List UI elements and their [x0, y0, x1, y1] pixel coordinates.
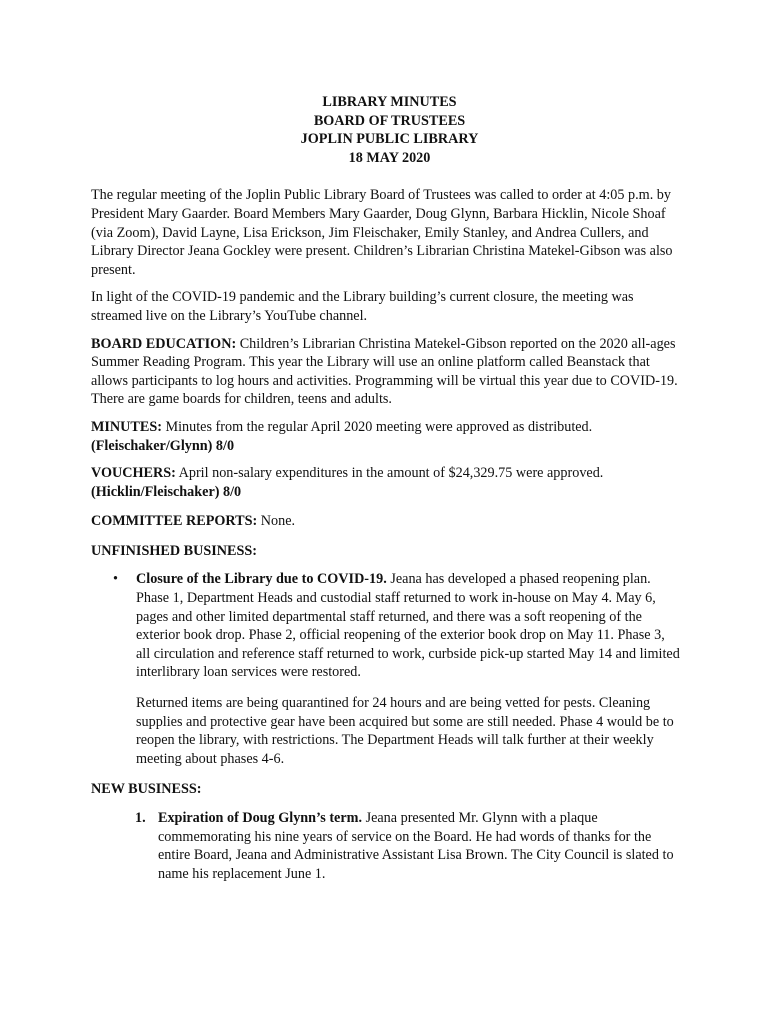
list-item [91, 809, 682, 883]
closure-paragraph [136, 570, 682, 682]
board-education-section [91, 335, 682, 409]
title-line-board: BOARD OF TRUSTEES [313, 112, 466, 129]
list-item [91, 570, 682, 768]
unfinished-business-list [91, 570, 682, 768]
quarantine-paragraph: Returned items are being quarantined for 24 hours and are being vetted for pests. Cleaning supplies and protective gear have been acquired but some are still needed. Phase 4 would be to reopen the library, with restrictions. The Department Heads will talk further at their weekly meeting about phases 4-6. [136, 695, 674, 767]
minutes-vote: (Fleischaker/Glynn) 8/0 [91, 437, 235, 454]
covid-streaming-paragraph: In light of the COVID-19 pandemic and the Library building’s current closure, the meeting was streamed live on the Library’s YouTube channel. [91, 289, 634, 324]
vouchers-vote: (Hicklin/Fleischaker) 8/0 [91, 483, 242, 500]
unfinished-business-heading: UNFINISHED BUSINESS: [91, 542, 257, 559]
bullet-marker: • [113, 571, 118, 588]
board-education-text: Children’s Librarian Christina Matekel-Gibson reported on the 2020 all-ages Summer Reading Program. This year the Library will use an online platform called Beanstack that allows participants to log hours and activities. Programming will be virtual this year due to COVID-19. There are game boards for children, teens and adults. [91, 335, 678, 408]
glynn-term-item-title: Expiration of Doug Glynn’s term. [158, 810, 363, 826]
vouchers-label: VOUCHERS: [91, 465, 176, 482]
minutes-text: Minutes from the regular April 2020 meeting were approved as distributed. [161, 418, 593, 435]
title-line-library: JOPLIN PUBLIC LIBRARY [300, 131, 479, 148]
committee-reports-section [91, 512, 682, 531]
vouchers-section [91, 464, 682, 501]
closure-item-title: Closure of the Library due to COVID-19. [136, 571, 387, 588]
minutes-label: MINUTES: [91, 418, 162, 435]
minutes-section [91, 418, 682, 455]
new-business-list [91, 809, 682, 883]
item-number: 1. [135, 810, 146, 826]
committee-reports-label: COMMITTEE REPORTS: [91, 513, 258, 530]
committee-reports-text: None. [257, 513, 296, 530]
document-title [91, 93, 682, 167]
title-line-date: 18 MAY 2020 [348, 149, 431, 166]
board-education-label: BOARD EDUCATION: [91, 335, 237, 352]
title-line-minutes: LIBRARY MINUTES [322, 94, 457, 110]
intro-paragraph: The regular meeting of the Joplin Public Library Board of Trustees was called to order at 4:05 p.m. by President Mary Gaarder. Board Members Mary Gaarder, Doug Glynn, Barbara Hicklin, Nicole Shoaf (via Zoom), David Layne, Lisa Erickson, Jim Fleischaker, Emily Stanley, and Andrea Cullers, and Library Director Jeana Gockley were present. Children’s Librarian Christina Matekel-Gibson was also present. [91, 187, 673, 278]
glynn-term-item-text: Jeana presented Mr. Glynn with a plaque commemorating his nine years of service on the Board. He had words of thanks for the entire Board, Jeana and Administrative Assistant Lisa Brown. The City Council is slated to name his replacement June 1. [158, 810, 674, 882]
vouchers-text: April non-salary expenditures in the amount of $24,329.75 were approved. [175, 465, 604, 482]
new-business-heading: NEW BUSINESS: [91, 781, 202, 798]
closure-item-text: Jeana has developed a phased reopening plan. Phase 1, Department Heads and custodial staff returned to work in-house on May 4. May 6, pages and other limited departmental staff returned, and there was a soft reopening of the exterior book drop. Phase 2, official reopening of the exterior book drop on May 11. Phase 3, all circulation and reference staff returned to work, curbside pick-up started May 14 and limited interlibrary loan services were restored. [136, 571, 680, 681]
